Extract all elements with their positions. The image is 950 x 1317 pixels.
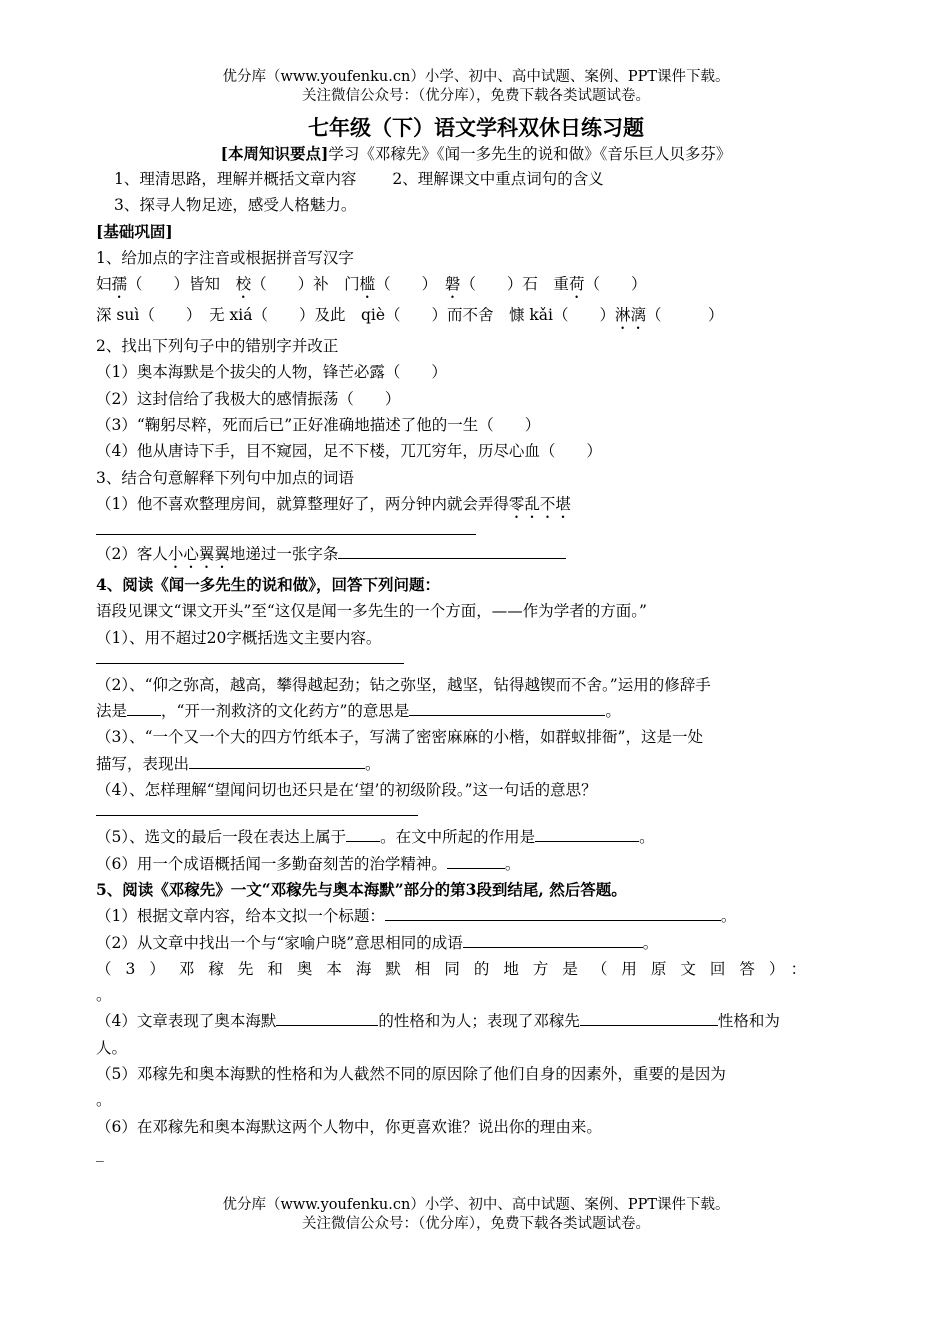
q1-r1-blank: （ ）补 <box>251 275 345 294</box>
q1-r1-text: 门 <box>344 275 360 294</box>
q1-r1-dotted: 荷 <box>568 275 585 294</box>
answer-blank[interactable] <box>127 699 161 716</box>
knowledge-label: [本周知识要点] <box>220 144 329 163</box>
q4-s6 <box>96 851 856 877</box>
q5-s1-text: （1）根据文章内容，给本文拟一个标题： <box>96 907 385 926</box>
worksheet-page <box>96 68 856 1166</box>
q5-s2 <box>96 930 856 956</box>
q4-s2b-text: ，“开一剂救济的文化药方”的意思是 <box>161 702 410 721</box>
answer-line[interactable] <box>96 651 404 664</box>
section-basic: [基础巩固] <box>96 221 173 241</box>
q1-r1-dotted: 磐 <box>444 275 461 294</box>
site-header <box>96 68 856 106</box>
answer-line[interactable] <box>96 522 476 535</box>
knowledge-text: 学习《邓稼先》《闻一多先生的说和做》《音乐巨人贝多芬》 <box>328 145 732 163</box>
answer-blank[interactable] <box>189 752 365 769</box>
knowledge-item-1: 1、理清思路，理解并概括文章内容 <box>114 170 357 188</box>
q3-item-2-dotted: 小心翼翼 <box>167 544 230 563</box>
answer-blank[interactable] <box>580 1009 718 1026</box>
q5-s4-text: 的性格和为人；表现了邓稼先 <box>378 1012 580 1031</box>
q4-s1: （1）、用不超过20字概括选文主要内容。 <box>96 628 382 647</box>
knowledge-item-2: 2、理解课文中重点词句的含义 <box>392 170 604 188</box>
header-line-1: 优分库（www.youfenku.cn）小学、初中、高中试题、案例、PPT课件下载。 <box>222 69 730 85</box>
q3-item-1-dotted: 零乱不堪 <box>508 494 571 513</box>
q5-s5: （5）邓稼先和奥本海默的性格和为人截然不同的原因除了他们自身的因素外，重要的是因为 <box>96 1065 726 1084</box>
knowledge-item-3: 3、探寻人物足迹，感受人格魅力。 <box>114 196 357 215</box>
header-line-2: 关注微信公众号：（优分库），免费下载各类试题试卷。 <box>302 88 650 104</box>
answer-blank[interactable] <box>338 542 566 559</box>
q4-s3b-text: 描写，表现出 <box>96 754 190 773</box>
q4-s2b-text: 法是 <box>96 702 128 721</box>
q5-s4-text: 性格和为 <box>717 1012 780 1031</box>
answer-blank[interactable] <box>409 699 605 716</box>
q4-s2a: （2）、“仰之弥高，越高，攀得越起劲；钻之弥坚，越坚，钻得越锲而不舍。”运用的修辞手 <box>96 675 711 694</box>
q4-s4: （4）、怎样理解“望闻问切也还只是在‘望’的初级阶段。”这一句话的意思？ <box>96 781 597 800</box>
q1-r1-blank: （ ） <box>375 275 445 294</box>
q4-s3b-text: 。 <box>365 754 381 773</box>
q5-s3: （3）邓稼先和奥本海默相同的地方是（用原文回答）： <box>96 959 821 978</box>
q5-title: 5、阅读《邓稼先》一文“邓稼先与奥本海默”部分的第3段到结尾, 然后答题。 <box>96 879 627 899</box>
q5-s5-end: 。 <box>96 1091 112 1110</box>
q5-s2-text: （2）从文章中找出一个与“家喻户晓”意思相同的成语 <box>96 933 463 952</box>
q4-s2b-text: 。 <box>605 702 621 721</box>
q4-s5-text: 。在文中所起的作用是 <box>380 828 536 847</box>
answer-blank[interactable] <box>276 1009 378 1026</box>
q2-item: （4）他从唐诗下手，目不窥园，足不下楼，兀兀穷年，历尽心血（ ） <box>96 442 602 461</box>
page-title: 七年级（下）语文学科双休日练习题 <box>308 115 644 140</box>
answer-blank[interactable] <box>463 931 643 948</box>
q3-item-2 <box>96 541 856 572</box>
q1-r2-text: 深 suì（ ） 无 xiá（ ）及此 qiè（ ）而不舍 慷 kǎi（ ） <box>96 306 616 325</box>
q1-r1-blank: （ ） <box>127 275 190 294</box>
q4-s5-text: 。 <box>639 828 655 847</box>
q1-row-2 <box>96 302 856 333</box>
answer-line[interactable] <box>96 803 418 816</box>
q1-r1-dotted: 槛 <box>359 275 376 294</box>
q1-r1-blank: （ ） <box>584 275 647 294</box>
site-footer <box>96 1196 856 1234</box>
answer-blank[interactable] <box>447 852 505 869</box>
q5-s1 <box>96 903 856 929</box>
q1-r1-text: 皆知 <box>189 275 236 294</box>
answer-blank[interactable] <box>535 825 639 842</box>
q4-s5 <box>96 824 856 850</box>
q3-item-2-text: 地递过一张字条 <box>229 544 339 563</box>
q1-row-1 <box>96 271 856 302</box>
q5-s4 <box>96 1008 856 1034</box>
q5-s1-text: 。 <box>720 907 737 926</box>
knowledge-items-row <box>96 166 856 192</box>
q4-s6-text: 。 <box>504 854 521 873</box>
footer-line-1: 优分库（www.youfenku.cn）小学、初中、高中试题、案例、PPT课件下载。 <box>222 1197 730 1213</box>
q4-s6-text: （6）用一个成语概括闻一多勤奋刻苦的治学精神。 <box>96 854 447 873</box>
q1-r1-text: 妇 <box>96 275 112 294</box>
q2-title: 2、找出下列句子中的错别字并改正 <box>96 337 339 356</box>
q5-s2-text: 。 <box>642 933 659 952</box>
q1-r1-dotted: 校 <box>235 275 252 294</box>
q1-r2-dotted: 淋漓 <box>615 306 647 325</box>
q3-item-1 <box>96 491 856 522</box>
q4-s3a: （3）、“一个又一个大的四方竹纸本子，写满了密密麻麻的小楷，如群蚁排衙”，这是一处 <box>96 728 703 747</box>
q5-s4-b: 人。 <box>96 1038 128 1057</box>
q1-r1-text: 重 <box>553 275 569 294</box>
q5-s6: （6）在邓稼先和奥本海默这两个人物中，你更喜欢谁？说出你的理由来。 <box>96 1117 602 1136</box>
q1-r2-blank: （ ） <box>646 306 724 325</box>
answer-blank[interactable] <box>346 825 380 842</box>
q3-item-1-text: （1）他不喜欢整理房间，就算整理好了，两分钟内就会弄得 <box>96 494 509 513</box>
q2-item: （3）“鞠躬尽粹，死而后已”正好准确地描述了他的一生（ ） <box>96 416 541 435</box>
q2-item: （1）奥本海默是个拔尖的人物，锋芒必露（ ） <box>96 363 447 382</box>
footer-line-2: 关注微信公众号：（优分库），免费下载各类试题试卷。 <box>302 1216 650 1232</box>
q4-s5-text: （5）、选文的最后一段在表达上属于 <box>96 828 347 847</box>
q3-title: 3、结合句意解释下列句中加点的词语 <box>96 468 354 487</box>
q5-s4-text: （4）文章表现了奥本海默 <box>96 1012 277 1031</box>
q4-title: 4、阅读《闻一多先生的说和做》，回答下列问题： <box>96 574 441 594</box>
q4-s2b <box>96 698 856 724</box>
q5-s6-end: _ <box>96 1143 104 1162</box>
q1-title: 1、给加点的字注音或根据拼音写汉字 <box>96 248 354 267</box>
knowledge-points <box>96 142 856 166</box>
q4-intro: 语段见课文“课文开头”至“这仅是闻一多先生的一个方面，——作为学者的方面。” <box>96 602 647 621</box>
q1-r1-blank: （ ）石 <box>460 275 554 294</box>
q1-r1-dotted: 孺 <box>111 275 128 294</box>
q5-s3-end: 。 <box>96 986 112 1005</box>
q2-item: （2）这封信给了我极大的感情振荡（ ） <box>96 389 401 408</box>
answer-blank[interactable] <box>385 904 721 921</box>
q4-s3b <box>96 751 856 777</box>
q3-item-2-text: （2）客人 <box>96 544 168 563</box>
